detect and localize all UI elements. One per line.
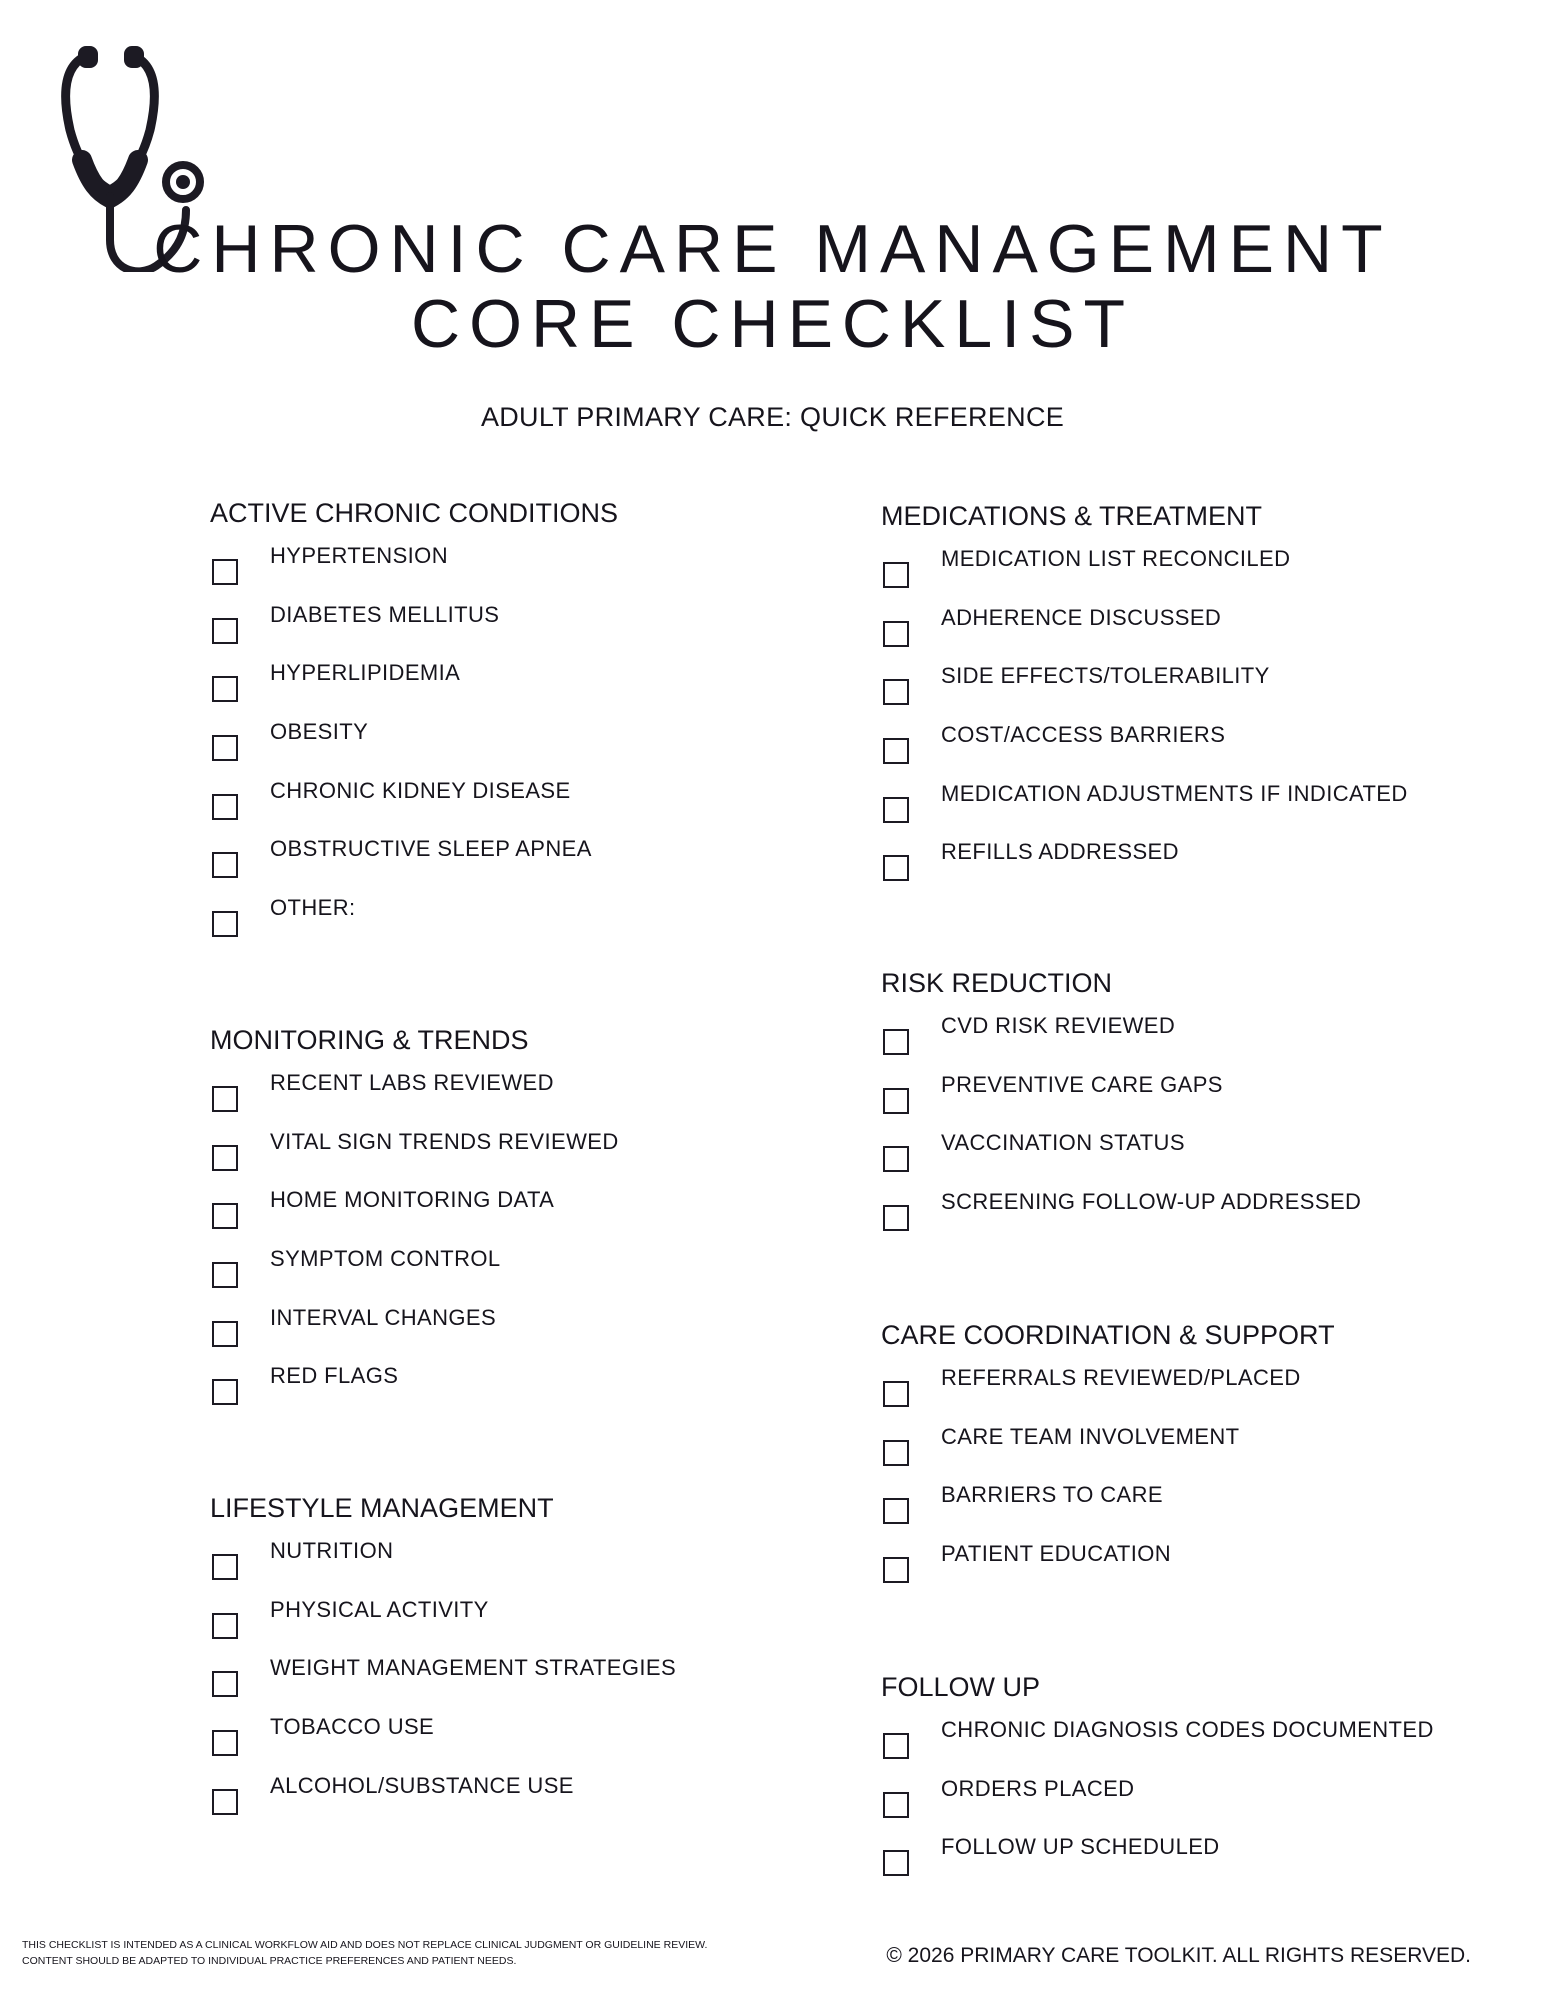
item-label: CARE TEAM INVOLVEMENT — [941, 1423, 1240, 1449]
checkbox[interactable] — [212, 735, 238, 761]
checkbox[interactable] — [883, 1146, 909, 1172]
item-label: MEDICATION LIST RECONCILED — [941, 546, 1291, 571]
checkbox[interactable] — [883, 1205, 909, 1231]
checkbox[interactable] — [212, 676, 238, 702]
item-label: INTERVAL CHANGES — [270, 1304, 497, 1330]
copyright: © 2026 PRIMARY CARE TOOLKIT. ALL RIGHTS RESERVED. — [886, 1944, 1471, 1967]
item-label: TOBACCO USE — [270, 1714, 435, 1740]
checklist-item — [881, 1062, 1223, 1121]
checkbox[interactable] — [883, 621, 909, 647]
checkbox[interactable] — [212, 1730, 238, 1756]
section-title: MONITORING & TRENDS — [210, 1025, 529, 1055]
checkbox[interactable] — [212, 1262, 238, 1288]
checklist-item — [881, 595, 1262, 654]
checkbox[interactable] — [212, 1145, 238, 1171]
checklist-item — [210, 592, 618, 651]
checklist-item — [210, 709, 618, 768]
section-title: MEDICATIONS & TREATMENT — [881, 501, 1263, 531]
checkbox[interactable] — [883, 1792, 909, 1818]
item-label: PHYSICAL ACTIVITY — [270, 1596, 489, 1622]
item-label: SYMPTOM CONTROL — [270, 1246, 501, 1272]
checklist-item — [210, 1528, 554, 1587]
checkbox[interactable] — [883, 1850, 909, 1876]
checkbox[interactable] — [212, 794, 238, 820]
item-label: REFILLS ADDRESSED — [941, 839, 1179, 865]
section-active-chronic-conditions — [210, 493, 618, 944]
section-medications-treatment — [881, 496, 1408, 888]
checkbox[interactable] — [212, 911, 238, 937]
item-label: HYPERLIPIDEMIA — [270, 660, 461, 686]
checklist-item — [881, 1472, 1335, 1531]
checklist-item — [881, 712, 1262, 771]
disclaimer-line-2: CONTENT SHOULD BE ADAPTED TO INDIVIDUAL PRACTICE PREFERENCES AND PATIENT NEEDS. — [22, 1955, 517, 1967]
checkbox[interactable] — [883, 679, 909, 705]
checklist — [881, 1707, 1434, 1883]
checkbox[interactable] — [883, 1733, 909, 1759]
checklist — [881, 1355, 1335, 1590]
item-label: VITAL SIGN TRENDS REVIEWED — [270, 1128, 619, 1154]
checkbox[interactable] — [212, 852, 238, 878]
item-label: DIABETES MELLITUS — [270, 601, 500, 627]
checklist-item — [881, 1120, 1185, 1179]
item-label: MEDICATION ADJUSTMENTS IF INDICATED — [941, 780, 1408, 806]
disclaimer-line-1: THIS CHECKLIST IS INTENDED AS A CLINICAL WORKFLOW AID AND DOES NOT REPLACE CLINICAL JUDGMENT OR GUIDELINE REVIEW. — [22, 1939, 708, 1951]
checkbox[interactable] — [212, 559, 238, 585]
item-label: PATIENT EDUCATION — [941, 1541, 1172, 1567]
section-title: ACTIVE CHRONIC CONDITIONS — [210, 498, 619, 528]
checkbox[interactable] — [212, 618, 238, 644]
checklist-item — [881, 1766, 1135, 1825]
item-label: OBSTRUCTIVE SLEEP APNEA — [270, 836, 592, 862]
section-title: LIFESTYLE MANAGEMENT — [210, 1493, 554, 1523]
checklist-item — [881, 1414, 1335, 1473]
checklist-item — [210, 1645, 677, 1704]
checklist-item — [210, 1119, 619, 1178]
title-line-1: CHRONIC CARE MANAGEMENT — [153, 211, 1392, 287]
item-label: HYPERTENSION — [270, 543, 448, 568]
checklist-item — [210, 1704, 554, 1763]
checklist — [210, 533, 618, 944]
item-label: FOLLOW UP SCHEDULED — [941, 1834, 1220, 1860]
item-label: CHRONIC DIAGNOSIS CODES DOCUMENTED — [941, 1717, 1434, 1742]
checkbox[interactable] — [883, 797, 909, 823]
checklist-item — [881, 1355, 1335, 1414]
item-label: RED FLAGS — [270, 1363, 399, 1389]
item-label: RECENT LABS REVIEWED — [270, 1070, 554, 1095]
checklist-item — [881, 771, 1408, 830]
checklist-item — [881, 1179, 1362, 1238]
checklist-item — [210, 826, 618, 885]
checklist-item — [210, 1763, 574, 1822]
checklist-item — [210, 650, 618, 709]
checklist-item — [210, 768, 618, 827]
checklist — [210, 1528, 677, 1821]
section-title: RISK REDUCTION — [881, 968, 1113, 998]
section-monitoring-trends — [210, 1020, 619, 1412]
item-label: WEIGHT MANAGEMENT STRATEGIES — [270, 1655, 677, 1681]
checkbox[interactable] — [883, 1381, 909, 1407]
checkbox[interactable] — [883, 738, 909, 764]
page-subtitle: ADULT PRIMARY CARE: QUICK REFERENCE — [480, 402, 1065, 432]
checkbox[interactable] — [883, 562, 909, 588]
section-care-coordination-support — [881, 1315, 1335, 1590]
item-label: NUTRITION — [270, 1538, 394, 1563]
item-label: ADHERENCE DISCUSSED — [941, 604, 1222, 630]
item-label: COST/ACCESS BARRIERS — [941, 722, 1226, 748]
item-label: BARRIERS TO CARE — [941, 1482, 1163, 1508]
checkbox[interactable] — [212, 1671, 238, 1697]
item-label: VACCINATION STATUS — [941, 1130, 1185, 1156]
checklist-item — [210, 1177, 555, 1236]
checkbox[interactable] — [212, 1086, 238, 1112]
checklist-item — [210, 533, 618, 592]
checklist-item — [881, 1531, 1335, 1590]
item-label: ORDERS PLACED — [941, 1775, 1135, 1801]
checkbox[interactable] — [212, 1613, 238, 1639]
checkbox[interactable] — [212, 1321, 238, 1347]
item-label: HOME MONITORING DATA — [270, 1187, 555, 1213]
checkbox[interactable] — [212, 1554, 238, 1580]
checklist-item — [210, 885, 618, 944]
checklist-item — [881, 829, 1262, 888]
checkbox[interactable] — [883, 855, 909, 881]
checklist-item — [210, 1236, 529, 1295]
disclaimer — [22, 1937, 707, 1969]
item-label: SCREENING FOLLOW-UP ADDRESSED — [941, 1189, 1362, 1215]
item-label: SIDE EFFECTS/TOLERABILITY — [941, 663, 1270, 689]
item-label: REFERRALS REVIEWED/PLACED — [941, 1365, 1301, 1390]
section-follow-up — [881, 1667, 1434, 1883]
checkbox[interactable] — [883, 1088, 909, 1114]
checklist-item — [210, 1353, 529, 1412]
checklist-item — [881, 536, 1291, 595]
section-lifestyle-management — [210, 1488, 677, 1821]
checklist-item — [210, 1060, 554, 1119]
section-title: CARE COORDINATION & SUPPORT — [881, 1320, 1335, 1350]
checkbox[interactable] — [212, 1789, 238, 1815]
title-line-2: CORE CHECKLIST — [411, 286, 1134, 362]
section-risk-reduction — [881, 963, 1362, 1238]
section-title: FOLLOW UP — [881, 1672, 1041, 1702]
checkbox[interactable] — [883, 1029, 909, 1055]
checkbox[interactable] — [212, 1379, 238, 1405]
checkbox[interactable] — [212, 1203, 238, 1229]
item-label: PREVENTIVE CARE GAPS — [941, 1071, 1223, 1097]
item-label: ALCOHOL/SUBSTANCE USE — [270, 1772, 574, 1798]
checkbox[interactable] — [883, 1557, 909, 1583]
item-label: CVD RISK REVIEWED — [941, 1013, 1176, 1038]
checklist-item — [881, 1824, 1220, 1883]
checkbox[interactable] — [883, 1440, 909, 1466]
item-label: CHRONIC KIDNEY DISEASE — [270, 777, 571, 803]
item-label: OTHER: — [270, 895, 356, 921]
item-label: OBESITY — [270, 719, 369, 745]
checkbox[interactable] — [883, 1498, 909, 1524]
checklist — [210, 1060, 619, 1412]
checklist — [881, 536, 1408, 888]
checklist-item — [210, 1587, 554, 1646]
checklist-item — [881, 653, 1270, 712]
checklist — [881, 1003, 1362, 1238]
checklist-item — [881, 1003, 1176, 1062]
checklist-item — [210, 1295, 529, 1354]
page-title — [0, 212, 1545, 362]
checklist-item — [881, 1707, 1434, 1766]
